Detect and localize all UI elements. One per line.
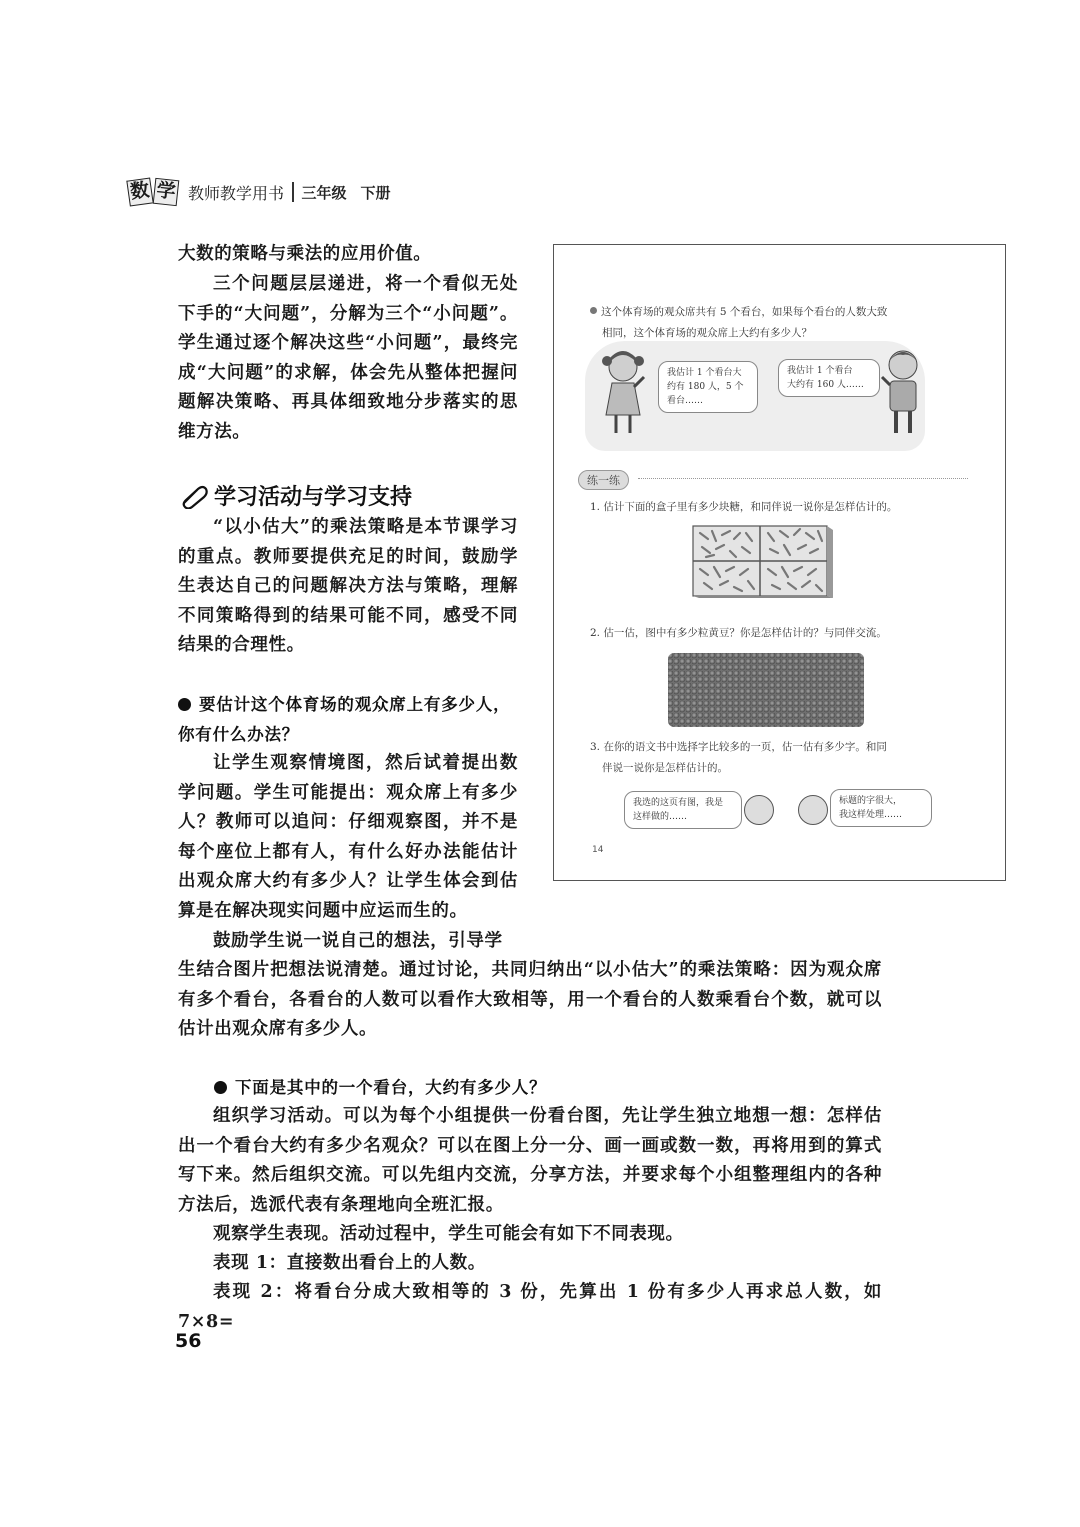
textbook-intro-line-2: 相同，这个体育场的观众席上大约有多少人？ (602, 327, 812, 339)
term-label: 下册 (360, 183, 391, 202)
textbook-page-number: 14 (592, 845, 604, 855)
left-bubble-line-1: 我选的这页有图，我是 (633, 798, 724, 808)
girl-bubble-line-3: 看台…… (667, 396, 704, 406)
bullet-heading-text: 下面是其中的一个看台，大约有多少人？ (235, 1078, 547, 1097)
question-2: 2. 估一估，图中有多少粒黄豆？你是怎样估计的？与同伴交流。 (590, 627, 887, 639)
practice-section-header (568, 467, 943, 489)
bullet-dot (214, 1081, 227, 1094)
bullet-dot (178, 698, 191, 711)
bullet-heading-stadium (178, 690, 523, 749)
textbook-page-figure (553, 244, 1006, 881)
boy-speech-bubble (778, 359, 880, 397)
logo-char-xue: 学 (153, 178, 180, 206)
practice-label: 练一练 (578, 470, 629, 490)
section-title-text: 学习活动与学习支持 (214, 485, 413, 510)
bullet-circle-icon (590, 307, 597, 314)
candy-box-illustration (692, 525, 834, 599)
paragraph-encourage-rest: 生结合图片把想法说清楚。通过讨论，共同归纳出“以小估大”的乘法策略：因为观众席有多个看台，各看台的人数可以看作大致相等，用一个看台的人数乘看台个数，就可以估计出观众席有多少人。 (178, 960, 882, 1040)
paperclip-icon (178, 483, 210, 509)
section-title (178, 480, 412, 511)
paragraph-three-questions: 三个问题层层递进，将一个看似无处下手的“大问题”，分解为三个“小问题”。学生通过逐个解决这些“小问题”，最终完成“大问题”的求解，体会先从整体把握问题解决策略、再具体细致地分步落实的思维方法。 (178, 274, 518, 442)
page-header (128, 176, 391, 208)
girl-speech-bubble (658, 361, 758, 413)
question-1: 1. 估计下面的盒子里有多少块糖，和同伴说一说你是怎样估计的。 (590, 501, 898, 513)
question-3-line-1: 3. 在你的语文书中选择字比较多的一页，估一估有多少字。和同 (590, 741, 887, 753)
boy-bubble-line-2: 大约有 160 人…… (787, 380, 864, 390)
paragraph-performance-1: 表现 1：直接数出看台上的人数。 (213, 1253, 486, 1273)
bullet-heading-text: 要估计这个体育场的观众席上有多少人，你有什么办法？ (178, 695, 511, 744)
paragraph-intro-end: 大数的策略与乘法的应用价值。 (178, 244, 432, 264)
header-divider (292, 182, 294, 202)
soybeans-illustration (668, 653, 864, 727)
paragraph-strategy-focus: “以小估大”的乘法策略是本节课学习的重点。教师要提供充足的时间，鼓励学生表达自己的问题解决方法与策略，理解不同策略得到的结果可能不同，感受不同结果的合理性。 (178, 517, 518, 656)
page-number: 56 (175, 1330, 202, 1352)
paragraph-observe-students: 观察学生表现。活动过程中，学生可能会有如下不同表现。 (213, 1224, 684, 1244)
textbook-intro-text-1: 这个体育场的观众席共有 5 个看台，如果每个看台的人数大致 (601, 306, 888, 318)
grade-label: 三年级 (301, 183, 347, 202)
paragraph-performance-2: 表现 2：将看台分成大致相等的 3 份，先算出 1 份有多少人再求总人数，如 7×8= (178, 1282, 882, 1332)
right-bubble-line-1: 标题的字很大， (839, 796, 903, 806)
girl-bubble-line-2: 约有 180 人，5 个 (667, 382, 744, 392)
student-face-icon (798, 795, 828, 825)
textbook-intro-line-1 (590, 302, 887, 323)
book-title: 教师教学用书 (188, 183, 285, 203)
left-bubble-line-2: 这样做的…… (633, 812, 688, 822)
bullet-heading-one-stand (214, 1073, 882, 1103)
boy-bubble-line-1: 我估计 1 个看台 (787, 366, 853, 376)
paragraph-organize-activity: 组织学习活动。可以为每个小组提供一份看台图，先让学生独立地想一想：怎样估出一个看台大约有多少名观众？可以在图上分一分、画一画或数一数，再将用到的算式写下来。然后组织交流。可以先组内交流，分享方法，并要求每个小组整理组内的各种方法后，选派代表有条理地向全班汇报。 (178, 1106, 882, 1215)
girl-bubble-line-1: 我估计 1 个看台大 (667, 368, 742, 378)
paragraph-encourage-start: 鼓励学生说一说自己的想法，引导学 (213, 931, 503, 951)
girl-figure-icon (598, 349, 648, 441)
student-speech-bubble-left (624, 791, 742, 829)
practice-dotted-line (638, 478, 968, 479)
right-bubble-line-2: 我这样处理…… (839, 810, 903, 820)
paragraph-observe-scene: 让学生观察情境图，然后试着提出数学问题。学生可能提出：观众席上有多少人？教师可以追问：仔细观察图，并不是每个座位上都有人，有什么好办法能估计出观众席大约有多少人？让学生体会到估算是在解决现实问题中应运而生的。 (178, 753, 518, 921)
logo-char-shu: 数 (126, 177, 153, 206)
boy-figure-icon (880, 347, 926, 441)
student-face-icon (744, 795, 774, 825)
student-speech-bubble-right (830, 789, 932, 827)
question-3-line-2: 伴说一说你是怎样估计的。 (602, 762, 728, 774)
